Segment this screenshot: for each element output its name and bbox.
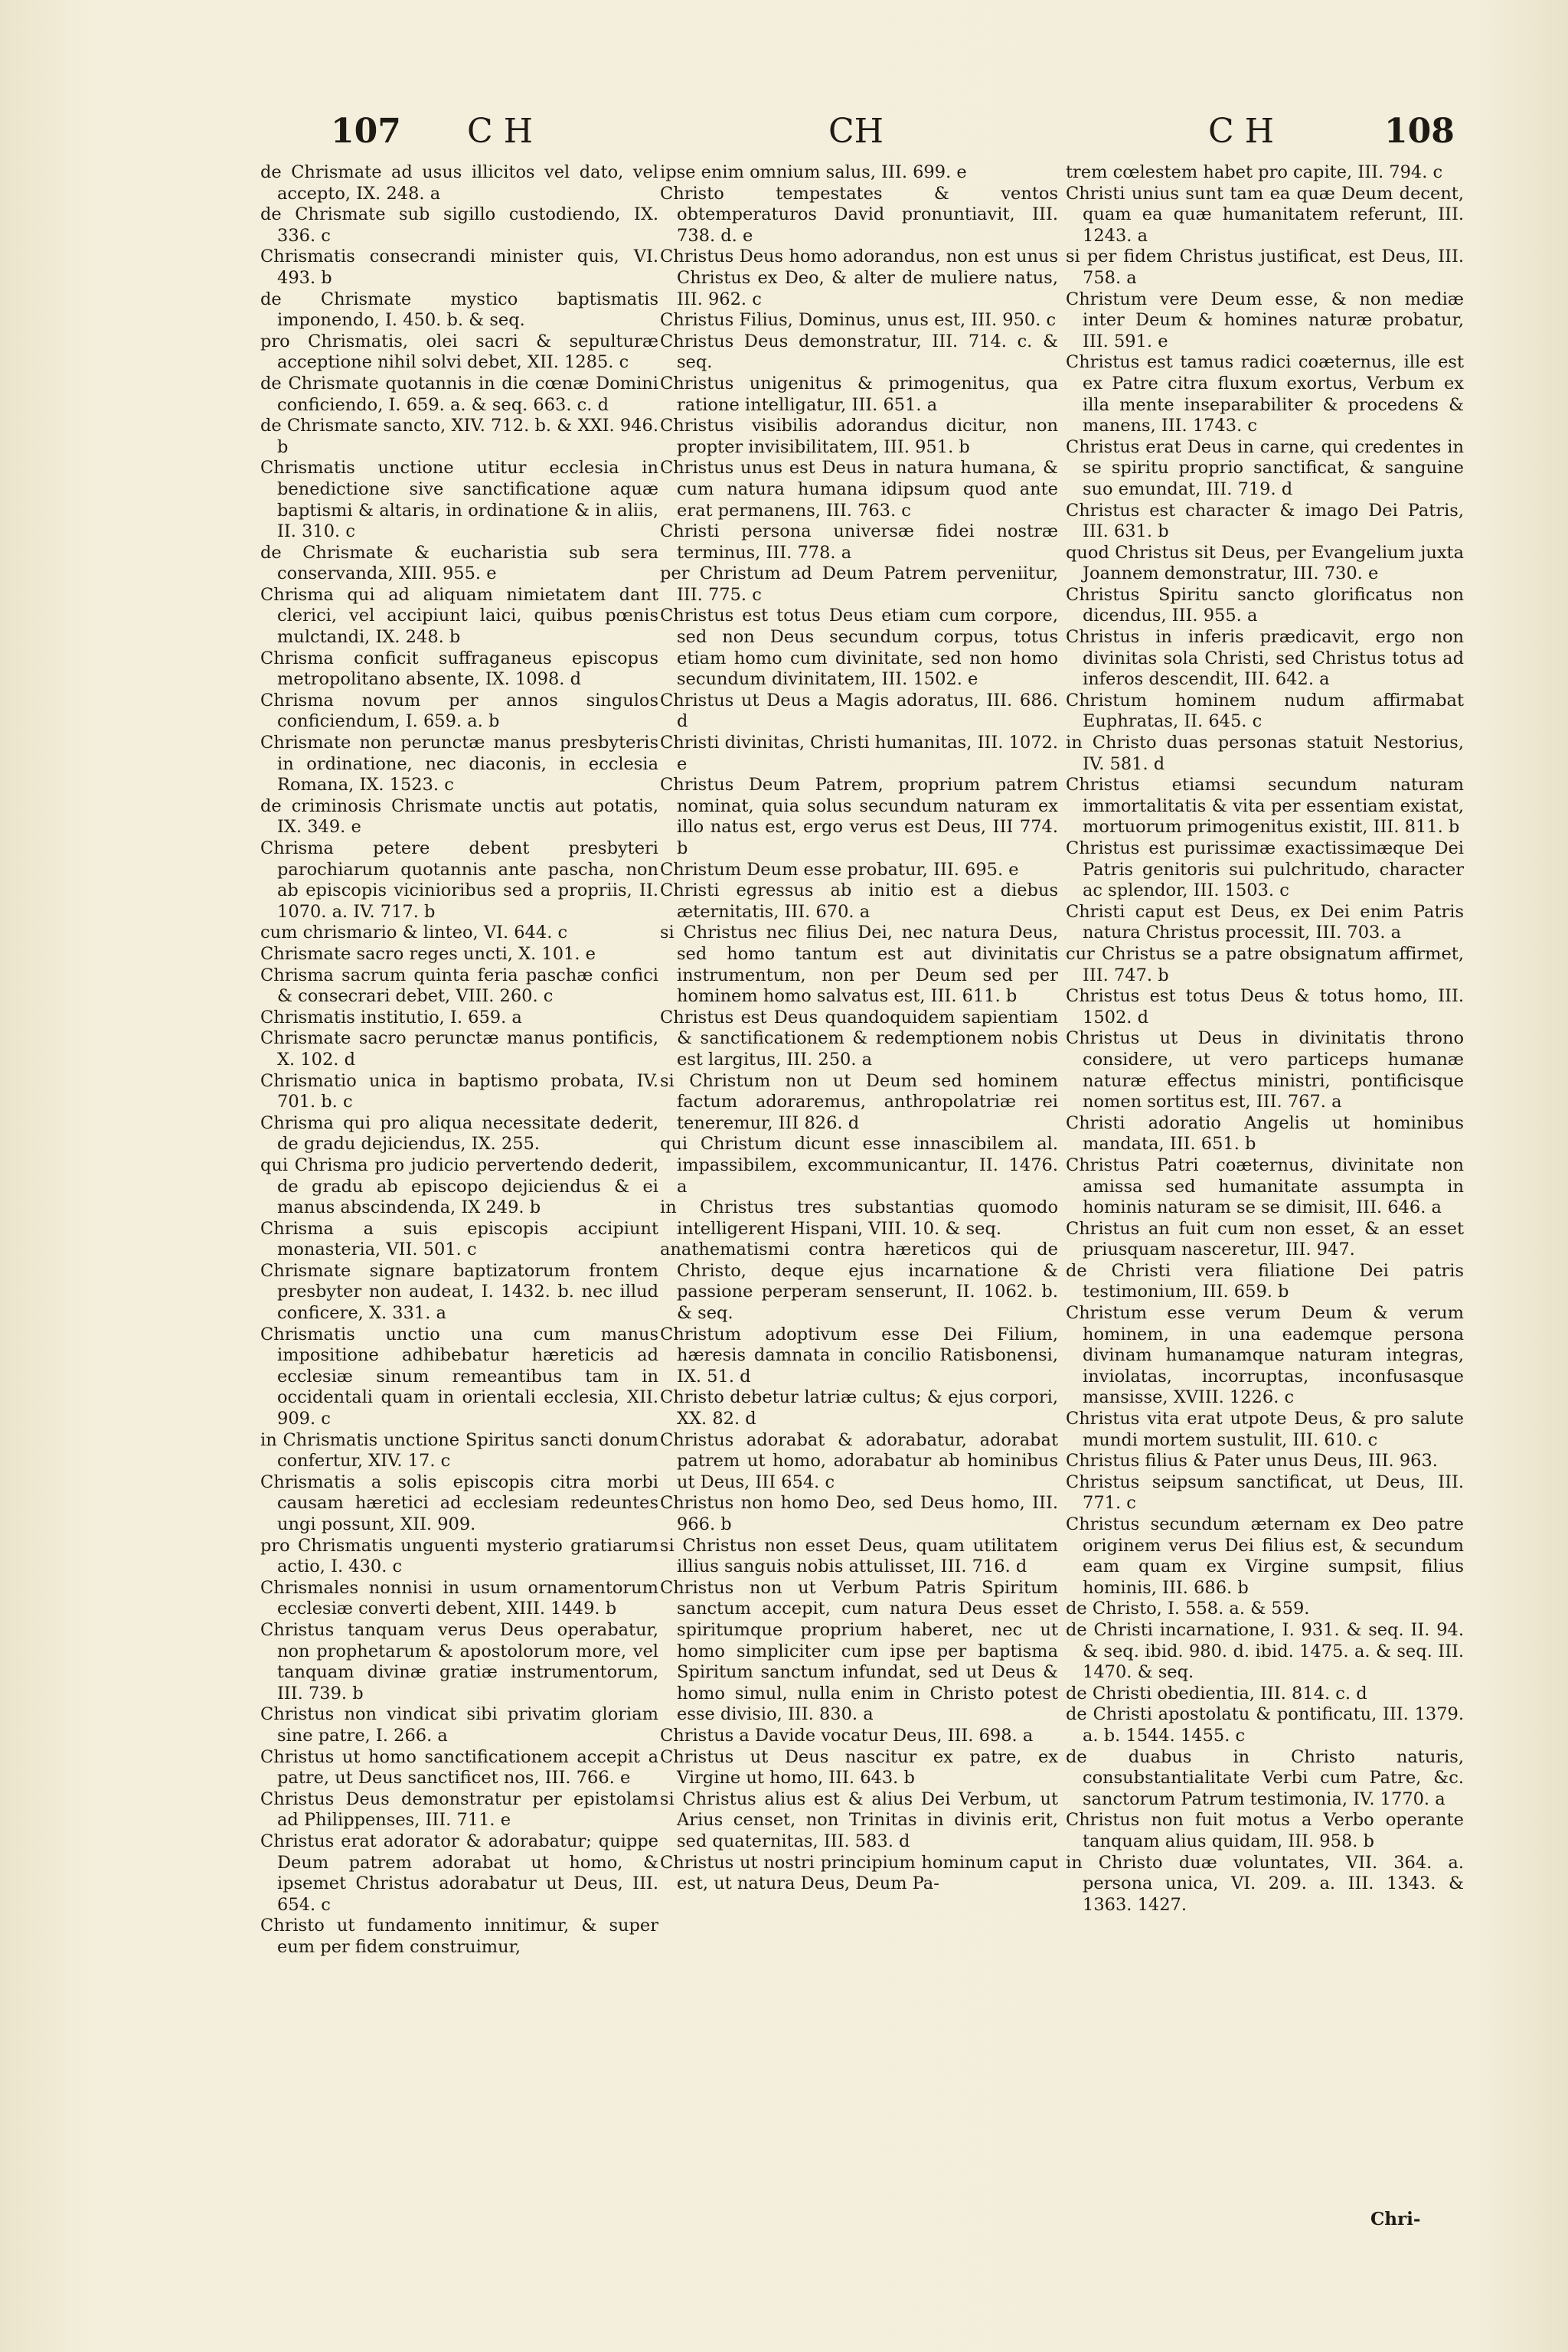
index-entry: quod Christus sit Deus, per Evangelium juxta Joannem demonstratur, III. 730. e <box>1066 542 1464 584</box>
index-entry: Chrismatis a solis episcopis citra morbi causam hæretici ad ecclesiam redeuntes ungi possunt, XII. 909. <box>260 1472 658 1534</box>
index-entry: Chrismales nonnisi in usum ornamentorum ecclesiæ converti debent, XIII. 1449. b <box>260 1577 658 1619</box>
index-entry: si Christus nec filius Dei, nec natura Deus, sed homo tantum est aut divinitatis instrumentum, non per Deum sed per hominem homo salvatus est, III. 611. b <box>660 923 1058 1007</box>
index-column-1 <box>260 162 658 1958</box>
index-entry: Christus Filius, Dominus, unus est, III. 950. c <box>660 310 1057 331</box>
index-column-2 <box>660 162 1058 1895</box>
index-entry: Christus Deus demonstratur, III. 714. c. & seq. <box>660 331 1058 373</box>
index-entry: si Christus non esset Deus, quam utilitatem illius sanguis nobis attulisset, III. 716. d <box>660 1535 1058 1577</box>
index-entry: Christus Deus demonstratur per epistolam ad Philippenses, III. 711. e <box>260 1788 658 1831</box>
index-entry: Christus non homo Deo, sed Deus homo, III. 966. b <box>660 1493 1058 1534</box>
index-entry: Chrisma novum per annos singulos conficiendum, I. 659. a. b <box>260 690 658 732</box>
index-entry: Christum adoptivum esse Dei Filium, hæresis damnata in concilio Ratisbonensi, IX. 51. d <box>660 1324 1058 1387</box>
index-entry: in Chrismatis unctione Spiritus sancti donum confertur, XIV. 17. c <box>260 1429 658 1472</box>
index-entry: si Christum non ut Deum sed hominem factum adoraremus, anthropolatriæ rei teneremur, III 826. d <box>660 1070 1058 1133</box>
index-entry: Christum hominem nudum affirmabat Euphratas, II. 645. c <box>1066 690 1464 732</box>
index-entry: Christus non fuit motus a Verbo operante tanquam alius quidam, III. 958. b <box>1066 1810 1464 1851</box>
catchword: Chri- <box>1370 2209 1421 2230</box>
index-entry: pro Chrismatis unguenti mysterio gratiarum actio, I. 430. c <box>260 1535 658 1577</box>
index-entry: Chrisma sacrum quinta feria paschæ confici & consecrari debet, VIII. 260. c <box>260 965 658 1007</box>
left-heading: C H <box>467 112 534 151</box>
index-entry: de duabus in Christo naturis, consubstantialitate Verbi cum Patre, &c. sanctorum Patrum testimonia, IV. 1770. a <box>1066 1746 1464 1809</box>
right-page-number: 108 <box>1384 112 1455 151</box>
index-entry: Chrismate sacro reges uncti, X. 101. e <box>260 943 596 964</box>
index-entry: Christus Deus homo adorandus, non est unus Christus ex Deo, & alter de muliere natus, III. 962. c <box>660 247 1058 309</box>
index-entry: si Christus alius est & alius Dei Verbum, ut Arius censet, non Trinitas in divinis erit, sed quaternitas, III. 583. d <box>660 1788 1058 1851</box>
index-entry: de Chrismate & eucharistia sub sera conservanda, XIII. 955. e <box>260 542 658 584</box>
index-entry: Christo debetur latriæ cultus; & ejus corpori, XX. 82. d <box>660 1387 1058 1429</box>
index-entry: in Christo duæ voluntates, VII. 364. a. persona unica, VI. 209. a. III. 1343. & 1363. 1427. <box>1066 1852 1464 1915</box>
index-entry: Christi unius sunt tam ea quæ Deum decent, quam ea quæ humanitatem referunt, III. 1243. a <box>1066 183 1464 246</box>
index-entry: Christo tempestates & ventos obtemperaturos David pronuntiavit, III. 738. d. e <box>660 183 1058 246</box>
index-entry: de Christi incarnatione, I. 931. & seq. II. 94. & seq. ibid. 980. d. ibid. 1475. a. & seq. III. 1470. & seq. <box>1066 1619 1464 1683</box>
index-entry: de Christi vera filiatione Dei patris testimonium, III. 659. b <box>1066 1260 1464 1302</box>
index-entry: Chrismate sacro perunctæ manus pontificis, X. 102. d <box>260 1028 658 1070</box>
running-header <box>0 112 1568 168</box>
index-entry: Christus secundum æternam ex Deo patre originem verus Dei filius est, & secundum eam quam ex Virgine sumpsit, filius hominis, III. 686. b <box>1066 1514 1464 1598</box>
index-entry: Christus filius & Pater unus Deus, III. 963. <box>1066 1451 1438 1472</box>
index-entry: Christum vere Deum esse, & non mediæ inter Deum & homines naturæ probatur, III. 591. e <box>1066 289 1464 351</box>
index-entry: Christus ut homo sanctificationem accepit a patre, ut Deus sanctificet nos, III. 766. e <box>260 1746 658 1788</box>
index-entry: Chrismate non perunctæ manus presbyteris in ordinatione, nec diaconis, in ecclesia Romana, IX. 1523. c <box>260 733 658 795</box>
index-entry: Christus an fuit cum non esset, & an esset priusquam nasceretur, III. 947. <box>1066 1218 1464 1260</box>
index-entry: anathematismi contra hæreticos qui de Christo, deque ejus incarnatione & passione perperam senserunt, II. 1062. b. & seq. <box>660 1240 1058 1324</box>
index-entry: Christus visibilis adorandus dicitur, non propter invisibilitatem, III. 951. b <box>660 416 1058 457</box>
index-entry: Chrisma qui pro aliqua necessitate dederit, de gradu dejiciendus, IX. 255. <box>260 1112 658 1155</box>
index-entry: de Christi obedientia, III. 814. c. d <box>1066 1683 1367 1704</box>
index-entry: Christus est Deus quandoquidem sapientiam & sanctificationem & redemptionem nobis est largitus, III. 250. a <box>660 1007 1058 1070</box>
index-entry: in Christus tres substantias quomodo intelligerent Hispani, VIII. 10. & seq. <box>660 1197 1058 1239</box>
index-entry: Christus ut nostri principium hominum caput est, ut natura Deus, Deum Pa- <box>660 1852 1058 1894</box>
index-entry: Christus est character & imago Dei Patris, III. 631. b <box>1066 500 1464 542</box>
index-entry: Christus non vindicat sibi privatim gloriam sine patre, I. 266. a <box>260 1704 658 1746</box>
index-entry: Chrisma a suis episcopis accipiunt monasteria, VII. 501. c <box>260 1218 658 1260</box>
index-entry: Chrismatis unctio una cum manus impositione adhibebatur hæreticis ad ecclesiæ sinum remeantibus tam in occidentali quam in orientali ecclesia, XII. 909. c <box>260 1324 658 1429</box>
index-entry: Christus Patri coæternus, divinitate non amissa sed humanitate assumpta in hominis naturam se se dimisit, III. 646. a <box>1066 1155 1464 1218</box>
index-entry: Christi caput est Deus, ex Dei enim Patris natura Christus processit, III. 703. a <box>1066 901 1464 943</box>
index-entry: per Christum ad Deum Patrem perveniitur, III. 775. c <box>660 564 1058 605</box>
index-entry: Christus unus est Deus in natura humana, & cum natura humana idipsum quod ante erat permanens, III. 763. c <box>660 458 1058 521</box>
index-entry: de Chrismate mystico baptismatis imponendo, I. 450. b. & seq. <box>260 289 658 331</box>
index-entry: Christus est purissimæ exactissimæque Dei Patris genitoris sui pulchritudo, character ac splendor, III. 1503. c <box>1066 838 1464 901</box>
index-entry: Christus ut Deus nascitur ex patre, ex Virgine ut homo, III. 643. b <box>660 1746 1058 1788</box>
left-page-number: 107 <box>331 112 401 151</box>
index-entry: Chrisma qui ad aliquam nimietatem dant clerici, vel accipiunt laici, quibus pœnis mulctandi, IX. 248. b <box>260 584 658 648</box>
index-entry: Chrismatis institutio, I. 659. a <box>260 1007 522 1027</box>
index-entry: de Christo, I. 558. a. & 559. <box>1066 1599 1310 1619</box>
index-entry: qui Christum dicunt esse innascibilem al. impassibilem, excommunicantur, II. 1476. a <box>660 1134 1058 1197</box>
index-entry: de Chrismate sancto, XIV. 712. b. & XXI. 946. b <box>260 416 658 457</box>
index-entry: de Chrismate quotannis in die cœnæ Domini conficiendo, I. 659. a. & seq. 663. c. d <box>260 373 658 415</box>
index-entry: de criminosis Chrismate unctis aut potatis, IX. 349. e <box>260 795 658 838</box>
index-entry: qui Chrisma pro judicio pervertendo dederit, de gradu ab episcopo dejiciendus & ei manus abscindenda, IX 249. b <box>260 1155 658 1218</box>
index-entry: Christum esse verum Deum & verum hominem, in una eademque persona divinam humanamque naturam integras, inviolatas, incorruptas, inconfusasque mansisse, XVIII. 1226. c <box>1066 1303 1464 1408</box>
index-entry: Christus erat adorator & adorabatur; quippe Deum patrem adorabat ut homo, & ipsemet Christus adorabatur ut Deus, III. 654. c <box>260 1831 658 1915</box>
index-entry: Christus est totus Deus & totus homo, III. 1502. d <box>1066 986 1464 1027</box>
index-entry: Christus vita erat utpote Deus, & pro salute mundi mortem sustulit, III. 610. c <box>1066 1409 1464 1450</box>
index-entry: de Christi apostolatu & pontificatu, III. 1379. a. b. 1544. 1455. c <box>1066 1704 1464 1746</box>
index-entry: pro Chrismatis, olei sacri & sepulturæ acceptione nihil solvi debet, XII. 1285. c <box>260 331 658 373</box>
index-entry: cum chrismario & linteo, VI. 644. c <box>260 923 568 943</box>
index-entry: Christi divinitas, Christi humanitas, III. 1072. e <box>660 733 1058 774</box>
index-entry: Christus in inferis prædicavit, ergo non divinitas sola Christi, sed Christus totus ad inferos descendit, III. 642. a <box>1066 627 1464 690</box>
index-entry: Christum Deum esse probatur, III. 695. e <box>660 859 1019 880</box>
index-entry: Chrismatis unctione utitur ecclesia in benedictione sive sanctificatione aquæ baptismi & altaris, in ordinatione & in aliis, II. 310. c <box>260 458 658 542</box>
index-entry: si per fidem Christus justificat, est Deus, III. 758. a <box>1066 247 1464 288</box>
index-entry: Christo ut fundamento innitimur, & super eum per fidem construimur, <box>260 1916 658 1957</box>
index-entry: Christus ut Deus a Magis adoratus, III. 686. d <box>660 690 1058 732</box>
index-entry: Chrisma petere debent presbyteri parochiarum quotannis ante pascha, non ab episcopis vicinioribus sed a propriis, II. 1070. a. IV. 717. b <box>260 838 658 922</box>
index-column-3 <box>1066 162 1464 1916</box>
index-entry: Chrismate signare baptizatorum frontem presbyter non audeat, I. 1432. b. nec illud conficere, X. 331. a <box>260 1260 658 1324</box>
index-entry: Christus seipsum sanctificat, ut Deus, III. 771. c <box>1066 1472 1464 1514</box>
index-entry: trem cœlestem habet pro capite, III. 794. c <box>1066 162 1443 182</box>
index-entry: cur Christus se a patre obsignatum affirmet, III. 747. b <box>1066 943 1464 985</box>
index-entry: de Chrismate ad usus illicitos vel dato, vel accepto, IX. 248. a <box>260 162 658 204</box>
index-entry: Christus etiamsi secundum naturam immortalitatis & vita per essentiam existat, mortuorum primogenitus existit, III. 811. b <box>1066 775 1464 838</box>
index-entry: Christi egressus ab initio est a diebus æternitatis, III. 670. a <box>660 880 1058 922</box>
index-entry: in Christo duas personas statuit Nestorius, IV. 581. d <box>1066 733 1464 774</box>
index-entry: Chrisma conficit suffraganeus episcopus metropolitano absente, IX. 1098. d <box>260 648 658 690</box>
index-entry: Christus Deum Patrem, proprium patrem nominat, quia solus secundum naturam ex illo natus est, ergo verus est Deus, III 774. b <box>660 775 1058 858</box>
index-entry: Christus unigenitus & primogenitus, qua ratione intelligatur, III. 651. a <box>660 373 1058 415</box>
index-entry: Christus erat Deus in carne, qui credentes in se spiritu proprio sanctificat, & sanguine suo emundat, III. 719. d <box>1066 436 1464 499</box>
index-entry: Christus est totus Deus etiam cum corpore, sed non Deus secundum corpus, totus etiam homo cum divinitate, sed non homo secundum divinitatem, III. 1502. e <box>660 606 1058 690</box>
index-entry: Chrismatis consecrandi minister quis, VI. 493. b <box>260 247 658 288</box>
index-entry: ipse enim omnium salus, III. 699. e <box>660 162 967 182</box>
index-entry: Christi adoratio Angelis ut hominibus mandata, III. 651. b <box>1066 1112 1464 1155</box>
center-heading: CH <box>828 112 884 151</box>
index-entry: Christus adorabat & adorabatur, adorabat patrem ut homo, adorabatur ab hominibus ut Deus, III 654. c <box>660 1429 1058 1492</box>
index-entry: Christi persona universæ fidei nostræ terminus, III. 778. a <box>660 521 1058 563</box>
index-entry: Christus Spiritu sancto glorificatus non dicendus, III. 955. a <box>1066 584 1464 626</box>
index-entry: Christus tanquam verus Deus operabatur, non prophetarum & apostolorum more, vel tanquam divinæ gratiæ instrumentorum, III. 739. b <box>260 1619 658 1704</box>
right-heading: C H <box>1208 112 1275 151</box>
index-entry: Chrismatio unica in baptismo probata, IV. 701. b. c <box>260 1070 658 1112</box>
index-entry: Christus ut Deus in divinitatis throno considere, ut vero particeps humanæ naturæ effectus ministri, pontificisque nomen sortitus est, III. 767. a <box>1066 1028 1464 1112</box>
index-entry: de Chrismate sub sigillo custodiendo, IX. 336. c <box>260 204 658 246</box>
index-entry: Christus est tamus radici coæternus, ille est ex Patre citra fluxum exortus, Verbum ex illa mente inseparabiliter & procedens & manens, III. 1743. c <box>1066 352 1464 436</box>
index-entry: Christus a Davide vocatur Deus, III. 698. a <box>660 1725 1034 1746</box>
index-entry: Christus non ut Verbum Patris Spiritum sanctum accepit, cum natura Deus esset spiritumque proprium haberet, nec ut homo simpliciter cum ipse per baptisma Spiritum sanctum infundat, sed ut Deus & homo simul, nulla enim in Christo potest esse divisio, III. 830. a <box>660 1577 1058 1725</box>
